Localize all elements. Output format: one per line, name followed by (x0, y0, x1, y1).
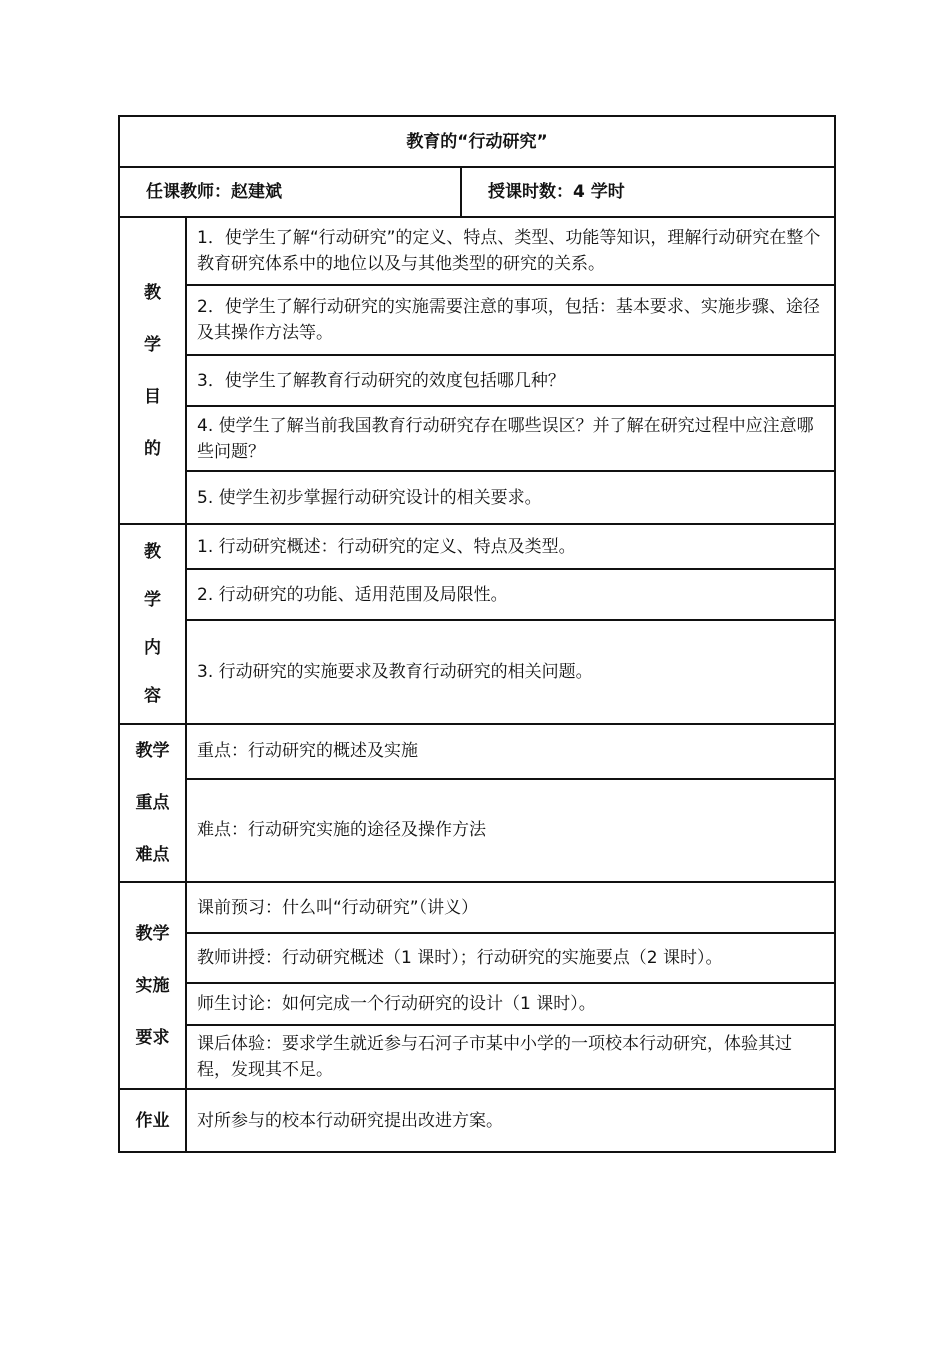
focus-label-line: 教学 (135, 741, 170, 761)
objective-item: 5. 使学生初步掌握行动研究设计的相关要求。 (186, 471, 835, 524)
page-title: 教育的“行动研究” (119, 116, 835, 167)
content-item: 2. 行动研究的功能、适用范围及局限性。 (186, 569, 835, 620)
focus-label-line: 重点 (135, 793, 170, 813)
implementation-label-line: 教学 (135, 923, 170, 944)
key-point: 重点：行动研究的概述及实施 (186, 724, 835, 779)
objectives-label (119, 217, 186, 524)
implementation-label-line: 要求 (135, 1027, 170, 1048)
objectives-label-char: 学 (144, 334, 161, 355)
content-label-char: 学 (144, 590, 161, 610)
implementation-item: 课后体验：要求学生就近参与石河子市某中小学的一项校本行动研究，体验其过程，发现其不足。 (186, 1025, 835, 1089)
content-item: 3. 行动研究的实施要求及教育行动研究的相关问题。 (186, 620, 835, 724)
content-label-char: 容 (144, 686, 161, 706)
implementation-label (119, 882, 186, 1089)
homework-label: 作业 (119, 1089, 186, 1152)
objectives-label-char: 教 (144, 282, 161, 303)
difficulty-point: 难点：行动研究实施的途径及操作方法 (186, 779, 835, 882)
objective-item: 1．使学生了解“行动研究”的定义、特点、类型、功能等知识，理解行动研究在整个教育研究体系中的地位以及与其他类型的研究的关系。 (186, 217, 835, 285)
lesson-plan-table (118, 115, 836, 1153)
content-label-char: 教 (144, 542, 161, 562)
homework-text: 对所参与的校本行动研究提出改进方案。 (186, 1089, 835, 1152)
implementation-label-line: 实施 (135, 975, 170, 996)
content-item: 1. 行动研究概述：行动研究的定义、特点及类型。 (186, 524, 835, 569)
content-label-char: 内 (144, 638, 161, 658)
objectives-label-char: 目 (144, 386, 161, 407)
focus-label (119, 724, 186, 882)
teaching-hours: 授课时数：4 学时 (461, 167, 835, 217)
objective-item: 4. 使学生了解当前我国教育行动研究存在哪些误区？并了解在研究过程中应注意哪些问题？ (186, 406, 835, 471)
content-label (119, 524, 186, 724)
objective-item: 2．使学生了解行动研究的实施需要注意的事项，包括：基本要求、实施步骤、途径及其操作方法等。 (186, 285, 835, 355)
focus-label-line: 难点 (135, 845, 170, 865)
implementation-item: 教师讲授：行动研究概述（1 课时）；行动研究的实施要点（2 课时）。 (186, 933, 835, 983)
teacher-name: 任课教师：赵建斌 (119, 167, 461, 217)
objective-item: 3．使学生了解教育行动研究的效度包括哪几种？ (186, 355, 835, 406)
objectives-label-char: 的 (144, 438, 161, 459)
implementation-item: 课前预习：什么叫“行动研究”（讲义） (186, 882, 835, 933)
implementation-item: 师生讨论：如何完成一个行动研究的设计（1 课时）。 (186, 983, 835, 1025)
